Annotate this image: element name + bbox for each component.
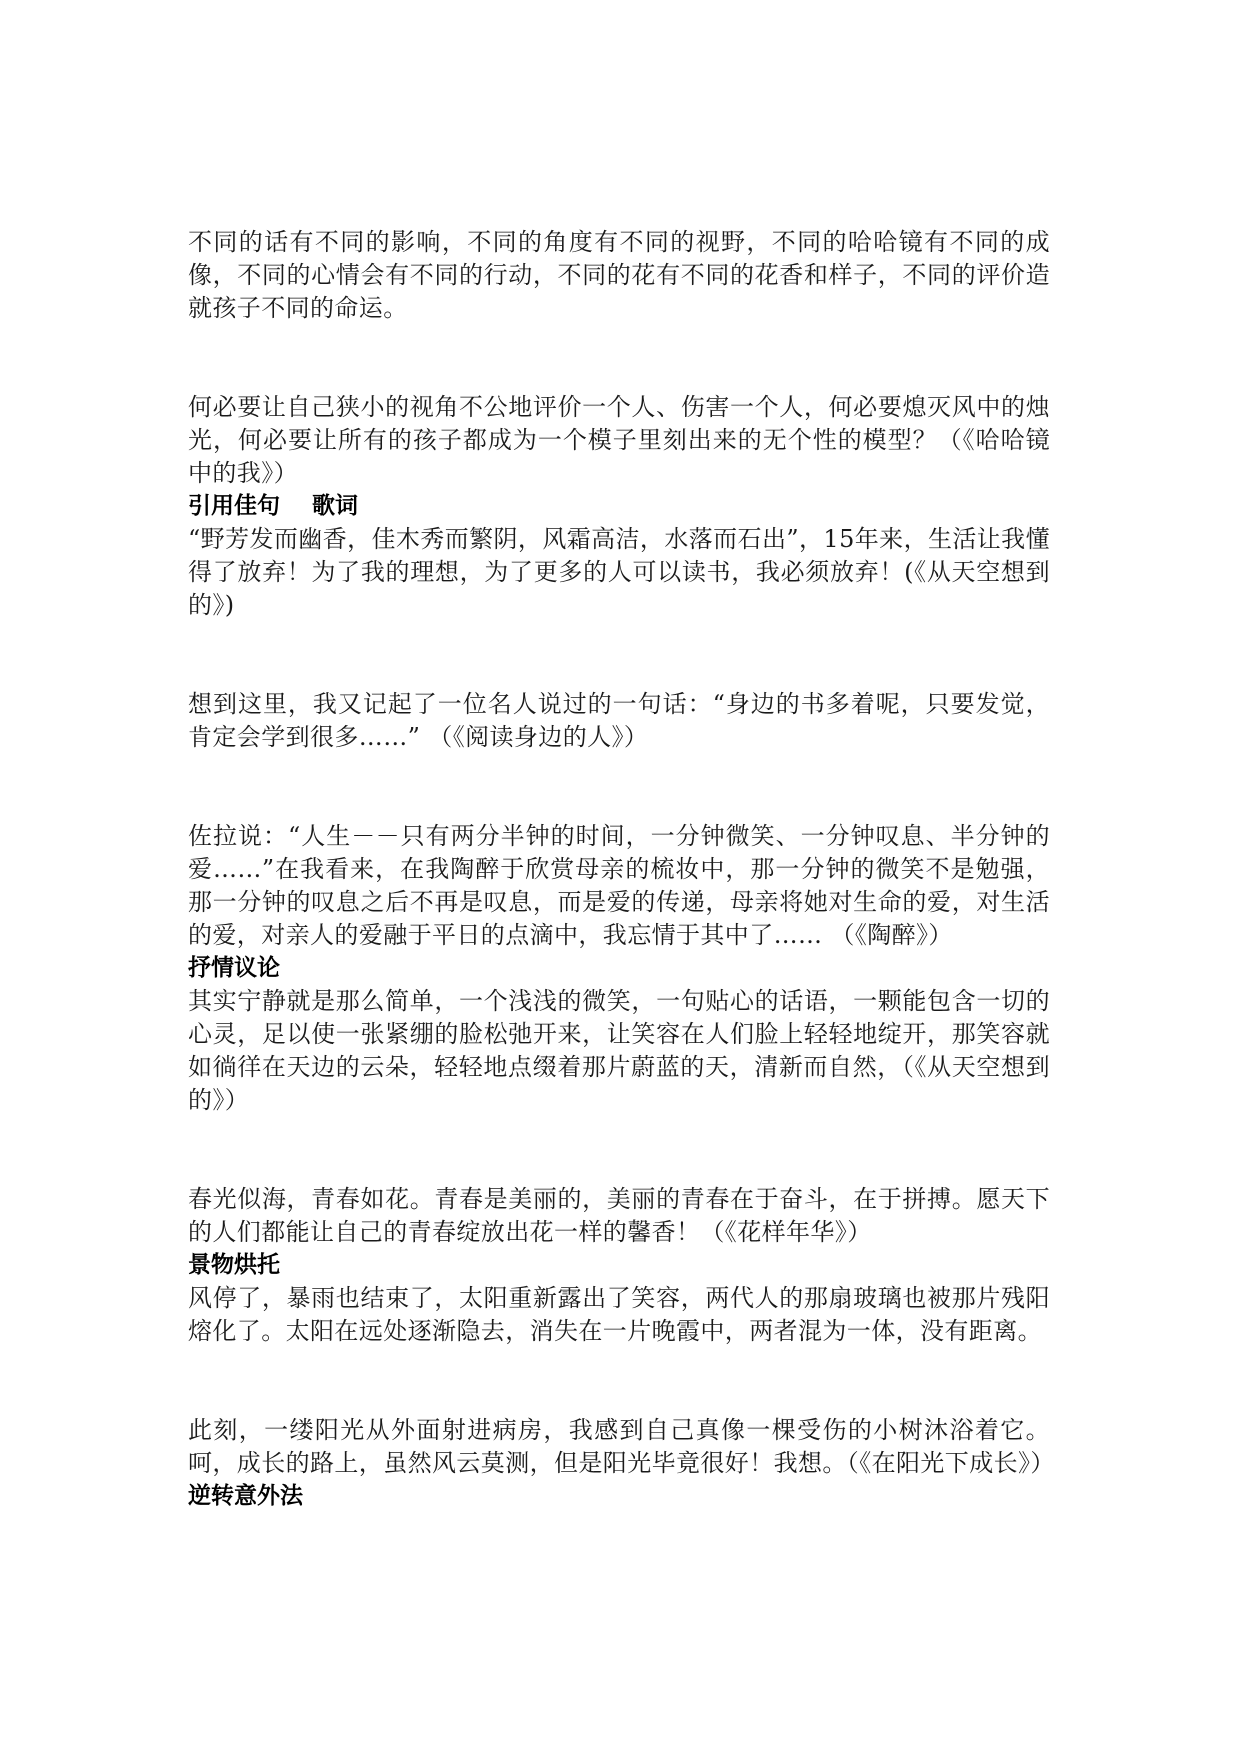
- paragraph-wild-fragrance: “野芳发而幽香，佳木秀而繁阴，风霜高洁，水落而石出”，15年来，生活让我懂得了放弃！为了我的理想，为了更多的人可以读书，我必须放弃！(《从天空想到的》): [188, 525, 1050, 619]
- paragraph-spacer: [188, 325, 1050, 391]
- section-heading-quotes-lyrics: 引用佳句 歌词: [188, 493, 359, 519]
- section-heading-scenery: 景物烘托: [188, 1252, 280, 1278]
- paragraph-spacer: [188, 754, 1050, 820]
- paragraph-spacer: [188, 622, 1050, 688]
- document-page: [188, 226, 1055, 1513]
- paragraph-famous-saying: 想到这里，我又记起了一位名人说过的一句话：“身边的书多着呢，只要发觉，肯定会学到很多……” （《阅读身边的人》）: [188, 690, 1050, 751]
- paragraph-storm-ends: 风停了，暴雨也结束了，太阳重新露出了笑容，两代人的那扇玻璃也被那片残阳熔化了。太阳在远处逐渐隐去，消失在一片晚霞中，两者混为一体，没有距离。: [188, 1284, 1050, 1345]
- paragraph-tranquility: 其实宁静就是那么简单，一个浅浅的微笑，一句贴心的话语，一颗能包含一切的心灵，足以使一张紧绷的脸松弛开来，让笑容在人们脸上轻轻地绽开，那笑容就如徜徉在天边的云朵，轻轻地点缀着那片蔚蓝的天，清新而自然，（《从天空想到的》）: [188, 987, 1050, 1114]
- paragraph-narrow-view: 何必要让自己狭小的视角不公地评价一个人、伤害一个人，何必要熄灭风中的烛光，何必要让所有的孩子都成为一个模子里刻出来的无个性的模型？（《哈哈镜中的我》）: [188, 393, 1050, 487]
- section-heading-twist-method: 逆转意外法: [188, 1483, 303, 1509]
- paragraph-spacer: [188, 1348, 1050, 1414]
- paragraph-zola-quote: 佐拉说：“人生－－只有两分半钟的时间，一分钟微笑、一分钟叹息、半分钟的爱……”在我看来，在我陶醉于欣赏母亲的梳妆中，那一分钟的微笑不是勉强，那一分钟的叹息之后不再是叹息，而是爱的传递，母亲将她对生命的爱，对生活的爱，对亲人的爱融于平日的点滴中，我忘情于其中了…… （《陶醉》）: [188, 822, 1050, 949]
- section-heading-lyrical-argument: 抒情议论: [188, 955, 280, 981]
- paragraph-sunlight-ward: 此刻，一缕阳光从外面射进病房，我感到自己真像一棵受伤的小树沐浴着它。呵，成长的路上，虽然风云莫测，但是阳光毕竟很好！我想。（《在阳光下成长》）: [188, 1416, 1055, 1477]
- paragraph-spring-youth: 春光似海，青春如花。青春是美丽的，美丽的青春在于奋斗，在于拼搏。愿天下的人们都能让自己的青春绽放出花一样的馨香！（《花样年华》）: [188, 1185, 1050, 1246]
- paragraph-spacer: [188, 1117, 1050, 1183]
- paragraph-different-words: 不同的话有不同的影响，不同的角度有不同的视野，不同的哈哈镜有不同的成像，不同的心情会有不同的行动，不同的花有不同的花香和样子，不同的评价造就孩子不同的命运。: [188, 228, 1050, 322]
